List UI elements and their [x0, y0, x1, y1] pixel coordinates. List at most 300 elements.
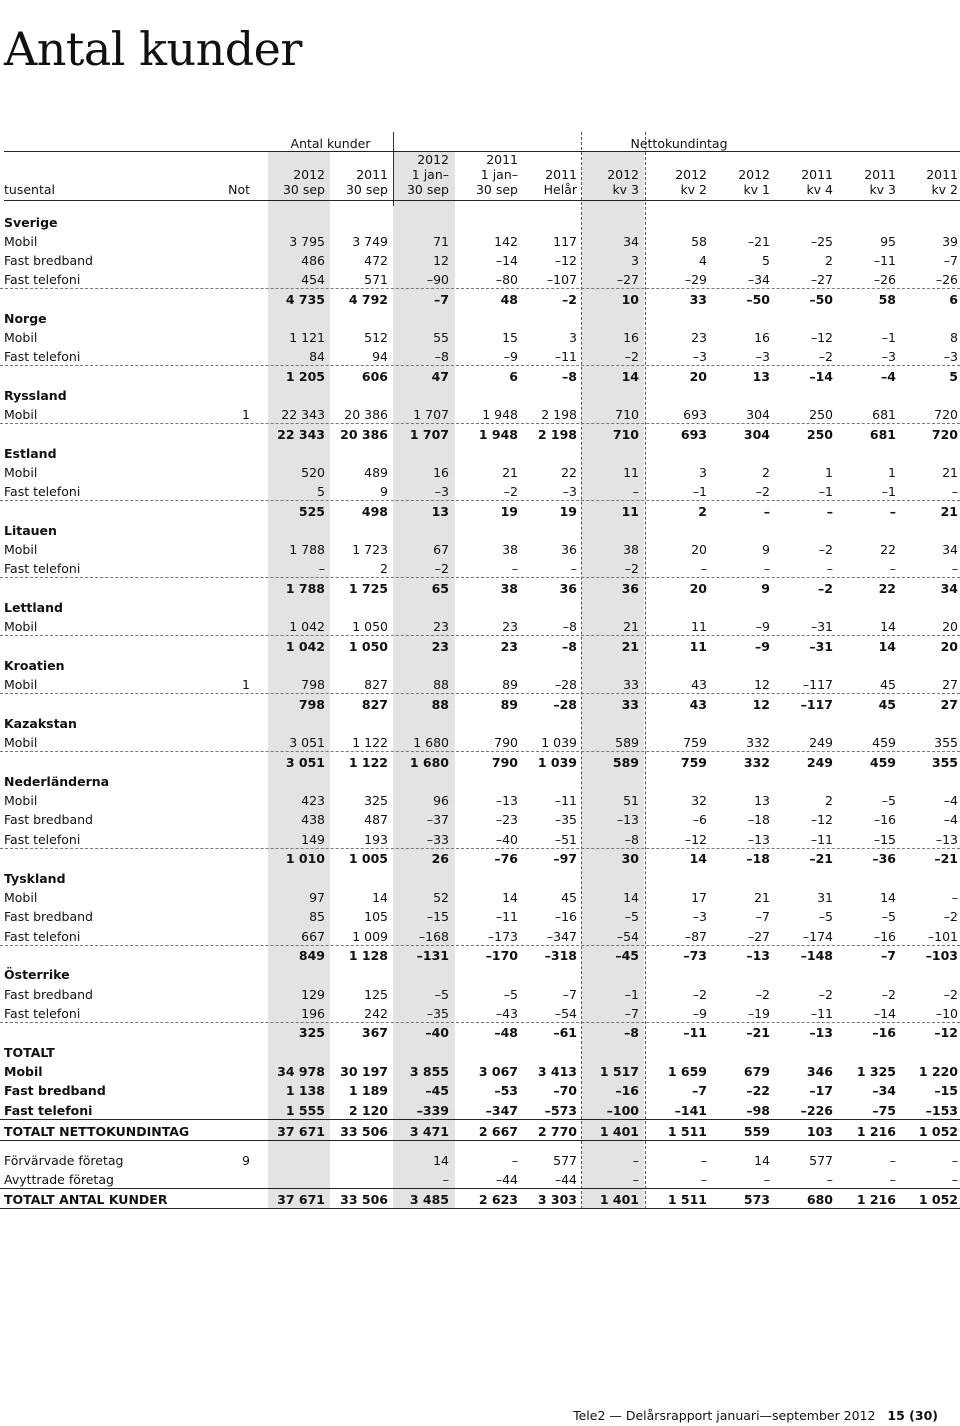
table-cell: 94	[372, 349, 388, 364]
table-cell: 85	[309, 909, 325, 924]
table-row	[0, 887, 960, 906]
table-cell: –40	[425, 1025, 449, 1040]
table-cell: 16	[754, 330, 770, 345]
table-row	[0, 404, 960, 424]
table-cell: –21	[747, 234, 770, 249]
table-cell: –168	[418, 929, 449, 944]
table-cell: –12	[554, 253, 577, 268]
table-cell: –98	[746, 1103, 770, 1118]
table-cell: –9	[692, 1006, 707, 1021]
table-cell: 332	[746, 735, 770, 750]
table-cell: 520	[301, 465, 325, 480]
section-header	[0, 964, 960, 983]
table-cell: 1 659	[667, 1064, 707, 1079]
table-cell: 11	[689, 639, 707, 654]
table-cell: –14	[873, 1006, 896, 1021]
table-cell: 14	[502, 890, 518, 905]
column-header	[522, 167, 577, 197]
table-cell: –2	[434, 561, 449, 576]
table-row	[0, 926, 960, 946]
table-cell: 2	[825, 253, 833, 268]
table-cell: 14	[878, 639, 896, 654]
table-cell: –347	[485, 1103, 518, 1118]
table-row	[0, 1003, 960, 1023]
table-cell: 5	[949, 369, 958, 384]
table-cell: –347	[546, 929, 577, 944]
table-cell: 22	[880, 542, 896, 557]
table-cell: –573	[544, 1103, 577, 1118]
table-cell: –12	[684, 832, 707, 847]
section-label: Lettland	[4, 600, 63, 615]
table-cell: –33	[426, 832, 449, 847]
table-cell: –75	[872, 1103, 896, 1118]
row-label: Mobil	[4, 407, 38, 422]
table-cell: 325	[298, 1025, 325, 1040]
table-cell: 84	[309, 349, 325, 364]
table-cell: –117	[802, 677, 833, 692]
table-row	[0, 558, 960, 578]
section-label: Kazakstan	[4, 716, 77, 731]
column-header	[457, 152, 518, 197]
table-cell: 14	[621, 369, 639, 384]
table-cell: 423	[301, 793, 325, 808]
table-cell: 1 005	[348, 851, 388, 866]
table-cell: –2	[562, 292, 577, 307]
section-label: Tyskland	[4, 871, 66, 886]
table-cell: 1 010	[285, 851, 325, 866]
table-cell: –5	[624, 909, 639, 924]
header-top-rule	[4, 151, 960, 152]
table-cell: –	[951, 1153, 958, 1168]
table-cell: –8	[562, 619, 577, 634]
table-cell: –13	[495, 793, 518, 808]
table-cell: 250	[809, 407, 833, 422]
column-header-line: kv 4	[806, 182, 833, 197]
column-header	[645, 167, 707, 197]
row-label: Mobil	[4, 465, 38, 480]
row-label: TOTALT ANTAL KUNDER	[4, 1192, 168, 1207]
table-row	[0, 327, 960, 346]
table-cell: 827	[364, 677, 388, 692]
table-cell: –10	[935, 1006, 958, 1021]
table-cell: 589	[612, 755, 639, 770]
table-cell: –	[889, 504, 896, 519]
row-label: Mobil	[4, 330, 38, 345]
table-cell: –76	[494, 851, 518, 866]
table-cell: –	[511, 1153, 518, 1168]
table-row	[0, 829, 960, 849]
table-cell: 23	[502, 619, 518, 634]
table-cell: 51	[623, 793, 639, 808]
table-cell: –54	[554, 1006, 577, 1021]
table-cell: –16	[872, 1025, 896, 1040]
table-cell: 1 039	[541, 735, 577, 750]
table-cell: –21	[809, 851, 833, 866]
table-cell: 21	[502, 465, 518, 480]
table-cell: –2	[818, 581, 833, 596]
row-label: Mobil	[4, 890, 38, 905]
table-cell: 17	[691, 890, 707, 905]
table-cell: 1 050	[348, 639, 388, 654]
table-cell: 22	[561, 465, 577, 480]
table-cell: 196	[301, 1006, 325, 1021]
table-cell: 21	[623, 619, 639, 634]
table-row	[0, 616, 960, 636]
table-cell: 23	[500, 639, 518, 654]
table-cell: 1 216	[856, 1124, 896, 1139]
table-cell: 1 050	[352, 619, 388, 634]
row-label: Fast telefoni	[4, 349, 81, 364]
table-cell: –35	[554, 812, 577, 827]
table-cell: 129	[301, 987, 325, 1002]
table-cell: –	[826, 561, 833, 576]
table-cell: 4 735	[285, 292, 325, 307]
table-cell: –9	[755, 619, 770, 634]
table-cell: –7	[434, 292, 449, 307]
table-cell: 720	[931, 427, 958, 442]
table-cell: –14	[495, 253, 518, 268]
column-header-line: 30 sep	[345, 182, 388, 197]
subtotal-row	[0, 289, 960, 308]
table-cell: –	[570, 561, 577, 576]
table-cell: 1 122	[352, 735, 388, 750]
table-cell: –174	[802, 929, 833, 944]
table-cell: 1 121	[289, 330, 325, 345]
table-cell: 14	[880, 619, 896, 634]
column-header	[775, 167, 833, 197]
table-cell: –148	[800, 948, 833, 963]
table-cell: –	[951, 1172, 958, 1187]
table-cell: –13	[935, 832, 958, 847]
column-header-line: 30 sep	[475, 182, 518, 197]
table-cell: –3	[881, 349, 896, 364]
table-cell: –12	[934, 1025, 958, 1040]
section-header	[0, 1042, 960, 1061]
section-header	[0, 212, 960, 231]
column-header-line: 2012	[417, 152, 449, 167]
table-cell: –11	[554, 793, 577, 808]
column-header-line: kv 3	[869, 182, 896, 197]
table-cell: 103	[806, 1124, 833, 1139]
table-cell: –22	[746, 1083, 770, 1098]
table-cell: –16	[873, 812, 896, 827]
table-cell: 23	[433, 619, 449, 634]
table-cell: –11	[554, 349, 577, 364]
table-cell: 23	[431, 639, 449, 654]
table-cell: 20	[940, 639, 958, 654]
table-cell: –	[632, 1153, 639, 1168]
table-cell: 827	[361, 697, 388, 712]
row-label: Fast bredband	[4, 987, 93, 1002]
table-cell: 33 506	[340, 1124, 388, 1139]
table-cell: 1 511	[667, 1192, 707, 1207]
table-cell: 43	[689, 697, 707, 712]
table-cell: –101	[927, 929, 958, 944]
section-label: Österrike	[4, 967, 70, 982]
table-cell: 355	[931, 755, 958, 770]
table-cell: 22	[878, 581, 896, 596]
table-cell: –	[889, 1153, 896, 1168]
table-cell: –44	[495, 1172, 518, 1187]
table-cell: 45	[561, 890, 577, 905]
table-cell: 573	[743, 1192, 770, 1207]
table-cell: –2	[818, 542, 833, 557]
column-header	[270, 167, 325, 197]
table-cell: –90	[426, 272, 449, 287]
column-header	[582, 167, 639, 197]
table-cell: –2	[624, 561, 639, 576]
subtotal-row	[0, 366, 960, 385]
table-cell: 9	[762, 542, 770, 557]
table-cell: –	[951, 561, 958, 576]
table-cell: 2	[825, 793, 833, 808]
column-header-line: 1 jan–	[480, 167, 518, 182]
table-cell: 1 216	[856, 1192, 896, 1207]
table-cell: –18	[747, 812, 770, 827]
row-label: Mobil	[4, 1064, 43, 1079]
table-cell: 12	[752, 697, 770, 712]
table-cell: 36	[561, 542, 577, 557]
table-cell: 693	[683, 407, 707, 422]
table-cell: 45	[880, 677, 896, 692]
row-label: Fast telefoni	[4, 561, 81, 576]
table-cell: 759	[680, 755, 707, 770]
table-cell: –15	[873, 832, 896, 847]
table-cell: –7	[943, 253, 958, 268]
table-row	[0, 481, 960, 501]
table-row	[0, 984, 960, 1003]
table-cell: 2 120	[348, 1103, 388, 1118]
table-cell: 89	[502, 677, 518, 692]
table-cell: 31	[817, 890, 833, 905]
table-cell: 105	[364, 909, 388, 924]
table-cell: 681	[872, 407, 896, 422]
table-cell: 22 343	[277, 427, 325, 442]
table-cell: –23	[495, 812, 518, 827]
table-cell: –	[763, 504, 770, 519]
unit-header: tusental	[4, 182, 55, 197]
table-cell: –21	[934, 851, 958, 866]
table-cell: 1 122	[348, 755, 388, 770]
column-header-line: 2011	[356, 167, 388, 182]
table-cell: –27	[616, 272, 639, 287]
table-cell: 97	[309, 890, 325, 905]
table-cell: 559	[743, 1124, 770, 1139]
row-label: Fast bredband	[4, 253, 93, 268]
table-cell: 1 948	[478, 427, 518, 442]
table-cell: 12	[433, 253, 449, 268]
table-cell: 679	[743, 1064, 770, 1079]
table-row	[0, 732, 960, 752]
table-cell: 1 052	[918, 1192, 958, 1207]
table-row	[0, 346, 960, 366]
table-cell: 5	[317, 484, 325, 499]
row-label: Mobil	[4, 793, 38, 808]
section-header	[0, 713, 960, 732]
table-cell: –70	[553, 1083, 577, 1098]
subtotal-row	[0, 694, 960, 713]
table-cell: 512	[364, 330, 388, 345]
column-header-line: 30 sep	[282, 182, 325, 197]
table-row	[0, 1189, 960, 1209]
table-cell: 1 680	[413, 735, 449, 750]
table-cell: –73	[683, 948, 707, 963]
table-cell: 45	[878, 697, 896, 712]
table-cell: –54	[616, 929, 639, 944]
table-cell: –2	[881, 987, 896, 1002]
table-cell: –16	[554, 909, 577, 924]
table-cell: 11	[691, 619, 707, 634]
table-cell: 2	[380, 561, 388, 576]
table-cell: 55	[433, 330, 449, 345]
table-cell: 577	[553, 1153, 577, 1168]
table-cell: –13	[747, 832, 770, 847]
section-label: Sverige	[4, 215, 58, 230]
table-cell: 3 051	[285, 755, 325, 770]
row-label: Avyttrade företag	[4, 1172, 114, 1187]
table-cell: 3 303	[537, 1192, 577, 1207]
table-cell: 1 042	[289, 619, 325, 634]
note-ref: 1	[242, 407, 250, 422]
column-header	[712, 167, 770, 197]
table-cell: 525	[298, 504, 325, 519]
table-cell: 16	[623, 330, 639, 345]
section-header	[0, 385, 960, 404]
table-cell: 250	[806, 427, 833, 442]
table-cell: –7	[881, 948, 896, 963]
table-cell: –61	[553, 1025, 577, 1040]
table-cell: 1 707	[413, 407, 449, 422]
table-cell: –27	[810, 272, 833, 287]
section-label: Nederländerna	[4, 774, 110, 789]
table-cell: 52	[433, 890, 449, 905]
table-row	[0, 250, 960, 269]
subtotal-row	[0, 578, 960, 597]
section-header	[0, 308, 960, 327]
table-cell: –31	[809, 639, 833, 654]
section-header	[0, 655, 960, 674]
table-cell: 6	[949, 292, 958, 307]
table-cell: –3	[943, 349, 958, 364]
subtotal-row	[0, 945, 960, 964]
table-row	[0, 1061, 960, 1080]
table-row	[0, 269, 960, 289]
table-cell: 2 667	[478, 1124, 518, 1139]
column-header-line: kv 1	[743, 182, 770, 197]
table-cell: –5	[881, 793, 896, 808]
table-cell: –21	[746, 1025, 770, 1040]
header-bottom-rule	[4, 200, 960, 201]
table-row	[0, 231, 960, 250]
table-cell: –2	[943, 909, 958, 924]
table-cell: 759	[683, 735, 707, 750]
table-cell: 21	[621, 639, 639, 654]
column-header-line: 2011	[486, 152, 518, 167]
table-cell: 1 707	[409, 427, 449, 442]
table-cell: 304	[746, 407, 770, 422]
section-label: Norge	[4, 311, 47, 326]
table-cell: 454	[301, 272, 325, 287]
table-cell: 332	[743, 755, 770, 770]
table-cell: 34	[942, 542, 958, 557]
table-cell: –170	[485, 948, 518, 963]
subtotal-row	[0, 424, 960, 443]
table-row	[0, 462, 960, 481]
table-cell: 13	[431, 504, 449, 519]
table-cell: 88	[431, 697, 449, 712]
table-cell: –2	[818, 987, 833, 1002]
table-cell: –27	[747, 929, 770, 944]
table-row	[0, 790, 960, 809]
table-cell: –50	[809, 292, 833, 307]
table-cell: 19	[559, 504, 577, 519]
table-cell: 1 220	[918, 1064, 958, 1079]
table-cell: –1	[624, 987, 639, 1002]
note-ref: 9	[242, 1153, 250, 1168]
section-label: Litauen	[4, 523, 57, 538]
table-cell: –11	[810, 832, 833, 847]
table-cell: 798	[301, 677, 325, 692]
group-label-antal-kunder: Antal kunder	[290, 136, 371, 151]
table-cell: 710	[612, 427, 639, 442]
table-cell: 2 198	[537, 427, 577, 442]
table-cell: –97	[553, 851, 577, 866]
table-cell: 472	[364, 253, 388, 268]
table-cell: 710	[615, 407, 639, 422]
table-cell: 346	[806, 1064, 833, 1079]
table-cell: –	[889, 1172, 896, 1187]
column-header-line: 2011	[864, 167, 896, 182]
table-cell: 790	[491, 755, 518, 770]
table-cell: –	[826, 1172, 833, 1187]
table-cell: –	[700, 561, 707, 576]
table-cell: –8	[624, 1025, 639, 1040]
table-cell: 4	[699, 253, 707, 268]
table-cell: –8	[562, 369, 577, 384]
column-header	[838, 167, 896, 197]
table-cell: –50	[746, 292, 770, 307]
table-cell: 95	[880, 234, 896, 249]
table-row	[0, 906, 960, 925]
table-cell: –1	[881, 484, 896, 499]
table-cell: 1 205	[285, 369, 325, 384]
table-cell: –12	[810, 330, 833, 345]
table-cell: 12	[754, 677, 770, 692]
table-cell: 71	[433, 234, 449, 249]
table-cell: 20 386	[344, 407, 388, 422]
table-cell: 33	[689, 292, 707, 307]
not-header: Not	[228, 182, 250, 197]
table-cell: –28	[553, 697, 577, 712]
table-cell: 16	[433, 465, 449, 480]
table-cell: 667	[301, 929, 325, 944]
table-cell: 22 343	[281, 407, 325, 422]
table-cell: 21	[940, 504, 958, 519]
note-ref: 1	[242, 677, 250, 692]
table-cell: 498	[361, 504, 388, 519]
table-cell: 36	[621, 581, 639, 596]
table-cell: –28	[554, 677, 577, 692]
table-cell: 487	[364, 812, 388, 827]
table-cell: –	[511, 561, 518, 576]
table-cell: 680	[806, 1192, 833, 1207]
table-cell: –8	[624, 832, 639, 847]
table-cell: –153	[925, 1103, 958, 1118]
table-cell: –5	[818, 909, 833, 924]
column-header-line: 2012	[738, 167, 770, 182]
table-cell: 1 128	[348, 948, 388, 963]
row-label: Fast telefoni	[4, 832, 81, 847]
